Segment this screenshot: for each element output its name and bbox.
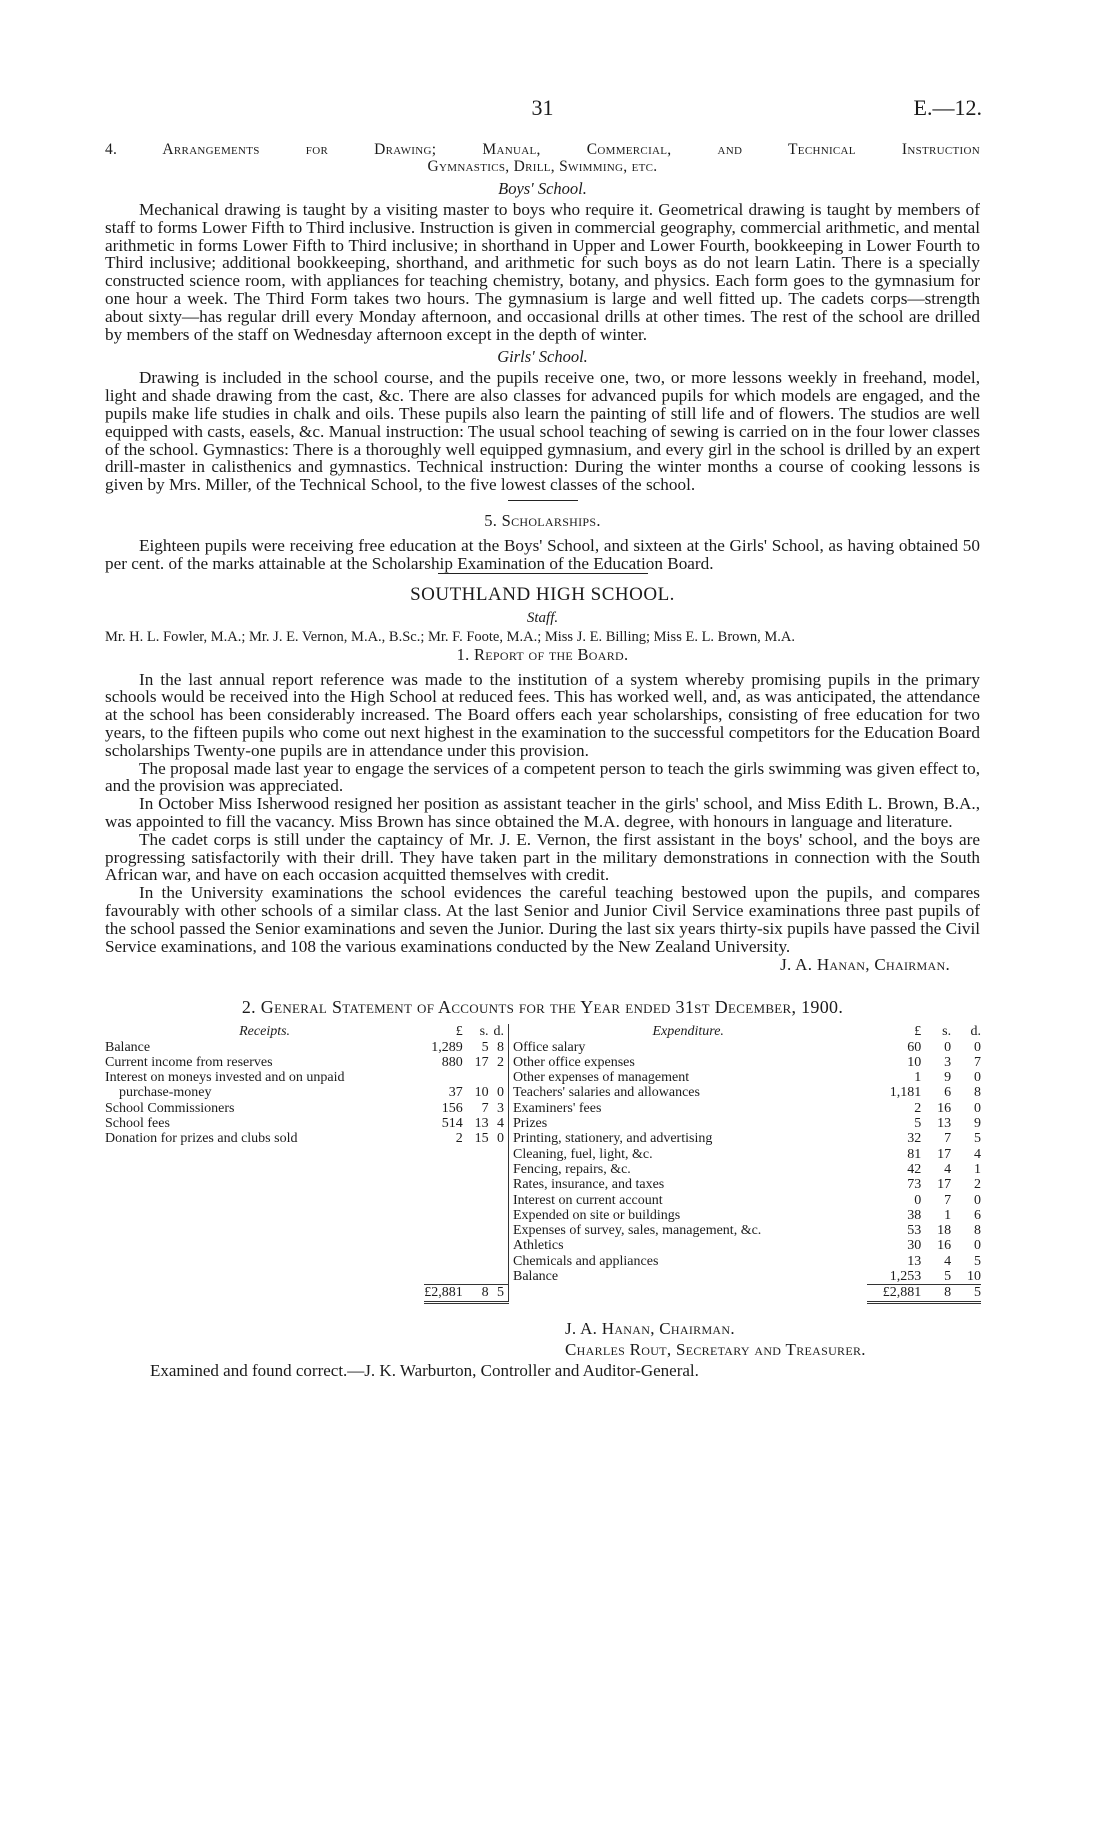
expenditure-pounds: 13 <box>907 1253 922 1269</box>
expenditure-label: Rates, insurance, and taxes <box>509 1177 868 1192</box>
expenditure-label: Cleaning, fuel, light, &c. <box>509 1147 868 1162</box>
table-row <box>105 1147 981 1162</box>
expenditure-shillings: 7 <box>944 1192 952 1208</box>
boys-school-subheading: Boys' School. <box>498 179 587 198</box>
receipt-label <box>105 1254 424 1269</box>
receipt-pence <box>489 1177 509 1192</box>
col-pounds: £ <box>455 1024 463 1040</box>
receipt-pence <box>489 1147 509 1162</box>
receipt-pounds: 514 <box>441 1116 463 1132</box>
receipt-shillings <box>463 1238 489 1253</box>
col-pounds: £ <box>914 1024 922 1040</box>
receipt-pounds <box>424 1147 463 1162</box>
expenditure-pounds: 1 <box>914 1070 922 1086</box>
expenditure-pence: 1 <box>974 1161 981 1177</box>
expenditure-pence: 9 <box>974 1116 981 1132</box>
table-row <box>105 1131 981 1146</box>
expenditure-pence: 4 <box>974 1146 981 1162</box>
expenditure-label: Prizes <box>509 1116 868 1131</box>
girls-school-paragraph: Drawing is included in the school course, and the pupils receive one, two, or more lessons weekly in freehand, model, light and shade drawing from the cast, &c. There are also classes for advanced pupils for which models are engaged, and the pupils make life studies in chalk and oils. These pupils also learn the painting of still life and of flowers. The studios are well equipped with casts, easels, &c. Manual instruction: The usual school teaching of sewing is carried on in the four lower classes of the school. Gymnastics: There is a thoroughly well equipped gymnasium, and every girl in the school is drilled by an expert drill-master in calisthenics and gymnastics. Technical instruction: During the winter months a course of cooking lessons is given by Mrs. Miller, of the Technical School, to the five lowest classes of the school. <box>105 368 980 495</box>
receipt-label: School Commissioners <box>105 1100 235 1116</box>
receipt-label <box>105 1162 424 1177</box>
receipt-pounds: 2 <box>455 1131 463 1147</box>
expenditure-shillings: 1 <box>944 1207 952 1223</box>
receipt-pence <box>489 1223 509 1238</box>
table-row <box>105 1193 981 1208</box>
receipt-pounds <box>424 1254 463 1269</box>
expenditure-pence: 8 <box>974 1223 981 1239</box>
receipt-label <box>105 1177 424 1192</box>
totals-row <box>105 1285 981 1302</box>
receipt-pence <box>489 1254 509 1269</box>
expenditure-shillings: 0 <box>944 1039 952 1055</box>
receipt-pence <box>489 1238 509 1253</box>
expenditure-pence: 0 <box>974 1100 981 1116</box>
receipt-pence: 0 <box>497 1131 504 1147</box>
accounts-title: 2. General Statement of Accounts for the Year ended 31st December, 1900. <box>241 997 844 1018</box>
expenditure-shillings: 5 <box>944 1269 952 1285</box>
receipt-total-shillings: 8 <box>463 1285 489 1302</box>
receipt-shillings: 17 <box>474 1054 489 1070</box>
expenditure-shillings: 13 <box>937 1116 952 1132</box>
expenditure-label: Office salary <box>509 1040 868 1055</box>
expenditure-pence: 0 <box>974 1192 981 1208</box>
receipt-pence: 8 <box>497 1039 504 1055</box>
expenditure-pence: 6 <box>974 1207 981 1223</box>
expenditure-shillings: 9 <box>944 1070 952 1086</box>
col-shillings: s. <box>479 1024 489 1040</box>
table-row <box>105 1254 981 1269</box>
expenditure-label: Other expenses of management <box>509 1070 868 1085</box>
report-paragraph-4: The cadet corps is still under the captaincy of Mr. J. E. Vernon, the first assistant in the boys' school, and the boys are progressing satisfactorily with their drill. They have taken part in the military demonstrations in connection with the South African war, and have on each occasion acquitted themselves with credit. <box>105 829 980 885</box>
expenditure-label: Other office expenses <box>509 1055 868 1070</box>
expenditure-pence: 0 <box>974 1070 981 1086</box>
expenditure-pounds: 0 <box>914 1192 922 1208</box>
table-row <box>105 1177 981 1192</box>
report-paragraph-5: In the University examinations the school evidences the careful teaching bestowed upon the pupils, and compares favourably with other schools of a similar class. At the last Senior and Junior Civil Service examinations three past pupils of the school passed the Senior examinations and seven the Junior. During the last six years thirty-six pupils have passed the Civil Service examinations, and 108 the various examinations conducted by the New Zealand University. <box>105 883 980 956</box>
receipt-pounds: 156 <box>441 1100 463 1116</box>
accounts-header-row <box>105 1024 981 1039</box>
receipt-pounds: 1,289 <box>431 1039 463 1055</box>
expenditure-shillings: 16 <box>937 1100 952 1116</box>
expenditure-label: Printing, stationery, and advertising <box>509 1131 868 1146</box>
receipt-pence <box>489 1070 509 1085</box>
school-title: SOUTHLAND HIGH SCHOOL. <box>410 583 675 605</box>
expenditure-pounds: 81 <box>907 1146 922 1162</box>
receipt-shillings <box>463 1269 489 1285</box>
receipt-pence <box>489 1269 509 1285</box>
receipt-pounds: 37 <box>448 1085 463 1101</box>
expenditure-pence: 10 <box>967 1269 981 1285</box>
receipt-pounds <box>424 1193 463 1208</box>
expenditure-label: Balance <box>509 1269 868 1285</box>
section4-heading-line1: 4. Arrangements for Drawing; Manual, Commercial, and Technical Instruction <box>105 141 980 158</box>
receipt-pence <box>489 1193 509 1208</box>
staff-list: Mr. H. L. Fowler, M.A.; Mr. J. E. Vernon, M.A., B.Sc.; Mr. F. Foote, M.A.; Miss J. E. Billing; Miss E. L. Brown, M.A. <box>105 628 796 645</box>
expenditure-pounds: 1,253 <box>889 1269 922 1285</box>
expenditure-shillings: 16 <box>937 1238 952 1254</box>
receipt-shillings <box>463 1208 489 1223</box>
accounts-signatures <box>105 1318 980 1381</box>
expenditure-pence: 5 <box>974 1253 981 1269</box>
report-signature: J. A. Hanan, Chairman. <box>780 955 950 975</box>
receipt-label <box>105 1147 424 1162</box>
expenditure-label: Fencing, repairs, &c. <box>509 1162 868 1177</box>
scholarships-paragraph: Eighteen pupils were receiving free education at the Boys' School, and sixteen at the Girls' School, as having obtained 50 per cent. of the marks attainable at the Scholarship Examination of the Education Board. <box>105 535 980 573</box>
table-row <box>105 1085 981 1100</box>
expenditure-pounds: 5 <box>914 1116 922 1132</box>
expenditure-shillings: 6 <box>944 1085 952 1101</box>
page-header <box>105 95 980 129</box>
receipt-shillings <box>463 1147 489 1162</box>
receipt-shillings <box>463 1223 489 1238</box>
receipt-shillings <box>463 1193 489 1208</box>
receipt-label: Interest on moneys invested and on unpaid <box>105 1070 345 1086</box>
expenditure-pounds: 38 <box>907 1207 922 1223</box>
board-report-heading: 1. Report of the Board. <box>456 644 629 664</box>
receipt-total-pounds: £2,881 <box>424 1285 463 1301</box>
receipt-pounds <box>424 1238 463 1253</box>
table-row <box>105 1055 981 1070</box>
expenditure-shillings: 4 <box>944 1161 952 1177</box>
expenditure-total-shillings: 8 <box>921 1285 951 1302</box>
receipt-label: Donation for prizes and clubs sold <box>105 1131 298 1147</box>
expenditure-pence: 2 <box>974 1177 981 1193</box>
receipt-pence: 3 <box>497 1100 504 1116</box>
staff-heading: Staff. <box>526 609 559 626</box>
report-paragraph-1: In the last annual report reference was made to the institution of a system whereby promising pupils in the primary schools would be received into the High School at reduced fees. This has worked well, and, as was anticipated, the attendance at the school has been considerably increased. The Board offers each year scholarships, consisting of free education for two years, to the fifteen pupils who come out next highest in the examination to the successful competitors for the Education Board scholarships Twenty-one pupils are in attendance under this provision. <box>105 669 980 760</box>
expenditure-pounds: 53 <box>907 1223 922 1239</box>
receipt-label: Balance <box>105 1039 151 1055</box>
accounts-table <box>105 1024 981 1303</box>
receipt-pounds <box>424 1269 463 1285</box>
receipt-total-spacer <box>105 1285 424 1302</box>
expenditure-label: Expenses of survey, sales, management, &c. <box>509 1223 868 1238</box>
expenditure-total-spacer <box>509 1285 868 1302</box>
col-pence: d. <box>970 1024 981 1040</box>
boys-school-paragraph: Mechanical drawing is taught by a visiting master to boys who require it. Geometrical drawing is taught by members of staff to forms Lower Fifth to Third inclusive. Instruction is given in commercial geography, commercial arithmetic, and mental arithmetic in forms Lower Fifth to Third inclusive; in shorthand in Upper and Lower Fourth, bookkeeping in Lower Fourth to Third inclusive; additional bookkeeping, shorthand, and arithmetic for such boys as do not learn Latin. There is a specially constructed science room, with appliances for teaching chemistry, botany, and physics. Each form goes to the gymnasium for one hour a week. The Third Form takes two hours. The gymnasium is large and well fitted up. The cadets corps—strength about sixty—has regular drill every Monday afternoon, and occasional drills at other times. The rest of the school are drilled by members of the staff on Wednesday afternoon except in the depth of winter. <box>105 200 980 344</box>
table-row <box>105 1070 981 1085</box>
table-row <box>105 1101 981 1116</box>
table-row <box>105 1238 981 1253</box>
document-page <box>105 95 980 1381</box>
receipt-shillings: 15 <box>474 1131 489 1147</box>
expenditure-shillings: 17 <box>937 1177 952 1193</box>
receipt-shillings: 5 <box>481 1039 489 1055</box>
divider <box>508 500 578 501</box>
receipt-pence: 2 <box>497 1054 504 1070</box>
chairman-signature: J. A. Hanan, Chairman. <box>565 1318 735 1338</box>
receipt-shillings <box>463 1162 489 1177</box>
expenditure-heading: Expenditure. <box>509 1024 868 1039</box>
col-shillings: s. <box>942 1024 952 1040</box>
expenditure-pounds: 10 <box>907 1054 922 1070</box>
receipt-pence <box>489 1208 509 1223</box>
expenditure-pounds: 2 <box>914 1100 922 1116</box>
expenditure-pence: 0 <box>974 1039 981 1055</box>
girls-school-subheading: Girls' School. <box>497 347 588 367</box>
receipt-pounds <box>424 1177 463 1192</box>
receipt-label: School fees <box>105 1116 170 1132</box>
expenditure-shillings: 7 <box>944 1131 952 1147</box>
receipt-pence <box>489 1162 509 1177</box>
table-row <box>105 1040 981 1055</box>
report-paragraph-3: In October Miss Isherwood resigned her position as assistant teacher in the girls' school, and Miss Edith L. Brown, B.A., was appointed to fill the vacancy. Miss Brown has since obtained the M.A. degree, with honours in language and literature. <box>105 794 980 831</box>
expenditure-shillings: 3 <box>944 1054 952 1070</box>
expenditure-pence: 8 <box>974 1085 981 1101</box>
receipt-pence: 0 <box>497 1085 504 1101</box>
expenditure-pounds: 30 <box>907 1238 922 1254</box>
document-code: E.—12. <box>913 95 982 120</box>
receipt-label <box>105 1223 424 1238</box>
table-row <box>105 1223 981 1238</box>
expenditure-pounds: 60 <box>907 1039 922 1055</box>
expenditure-label: Examiners' fees <box>509 1101 868 1116</box>
expenditure-pounds: 42 <box>907 1161 922 1177</box>
receipt-shillings: 10 <box>474 1085 489 1101</box>
receipt-total-pence: 5 <box>489 1285 509 1302</box>
expenditure-pence: 0 <box>974 1238 981 1254</box>
expenditure-pounds: 73 <box>907 1177 922 1193</box>
expenditure-total-pounds: £2,881 <box>867 1285 921 1302</box>
receipt-pence: 4 <box>497 1116 504 1132</box>
receipt-shillings: 13 <box>474 1116 489 1132</box>
expenditure-label: Chemicals and appliances <box>509 1254 868 1269</box>
receipt-pounds <box>424 1162 463 1177</box>
receipt-pounds <box>424 1070 463 1085</box>
col-pence: d. <box>493 1024 504 1040</box>
expenditure-pounds: 32 <box>907 1131 922 1147</box>
table-row <box>105 1116 981 1131</box>
receipt-label: Current income from reserves <box>105 1054 273 1070</box>
expenditure-label: Teachers' salaries and allowances <box>509 1085 868 1100</box>
receipt-pounds <box>424 1223 463 1238</box>
page-number: 31 <box>531 95 554 120</box>
table-row <box>105 1208 981 1223</box>
expenditure-shillings: 18 <box>937 1223 952 1239</box>
table-row <box>105 1269 981 1285</box>
receipt-pounds: 880 <box>441 1054 463 1070</box>
report-paragraph-2: The proposal made last year to engage the services of a competent person to teach the girls swimming was given effect to, and the provision was appreciated. <box>105 758 980 796</box>
receipt-pounds <box>424 1208 463 1223</box>
expenditure-label: Athletics <box>509 1238 868 1253</box>
receipt-label <box>105 1269 424 1285</box>
section4-heading-line2: Gymnastics, Drill, Swimming, etc. <box>427 158 658 175</box>
expenditure-label: Expended on site or buildings <box>509 1208 868 1223</box>
expenditure-label: Interest on current account <box>509 1193 868 1208</box>
receipt-shillings <box>463 1070 489 1085</box>
expenditure-shillings: 4 <box>944 1253 952 1269</box>
receipt-label: purchase-money <box>119 1085 212 1101</box>
receipt-shillings: 7 <box>481 1100 489 1116</box>
expenditure-pounds: 1,181 <box>889 1085 922 1101</box>
receipts-heading: Receipts. <box>239 1024 291 1040</box>
expenditure-pence: 7 <box>974 1054 981 1070</box>
expenditure-shillings: 17 <box>937 1146 952 1162</box>
examined-statement: Examined and found correct.—J. K. Warburton, Controller and Auditor-General. <box>150 1360 699 1380</box>
table-row <box>105 1162 981 1177</box>
secretary-signature: Charles Rout, Secretary and Treasurer. <box>565 1339 866 1359</box>
expenditure-pence: 5 <box>974 1131 981 1147</box>
scholarships-heading: 5. Scholarships. <box>484 510 601 530</box>
receipt-label <box>105 1193 424 1208</box>
receipt-shillings <box>463 1254 489 1269</box>
receipt-label <box>105 1208 424 1223</box>
expenditure-total-pence: 5 <box>951 1285 981 1302</box>
receipt-shillings <box>463 1177 489 1192</box>
receipt-label <box>105 1238 424 1253</box>
